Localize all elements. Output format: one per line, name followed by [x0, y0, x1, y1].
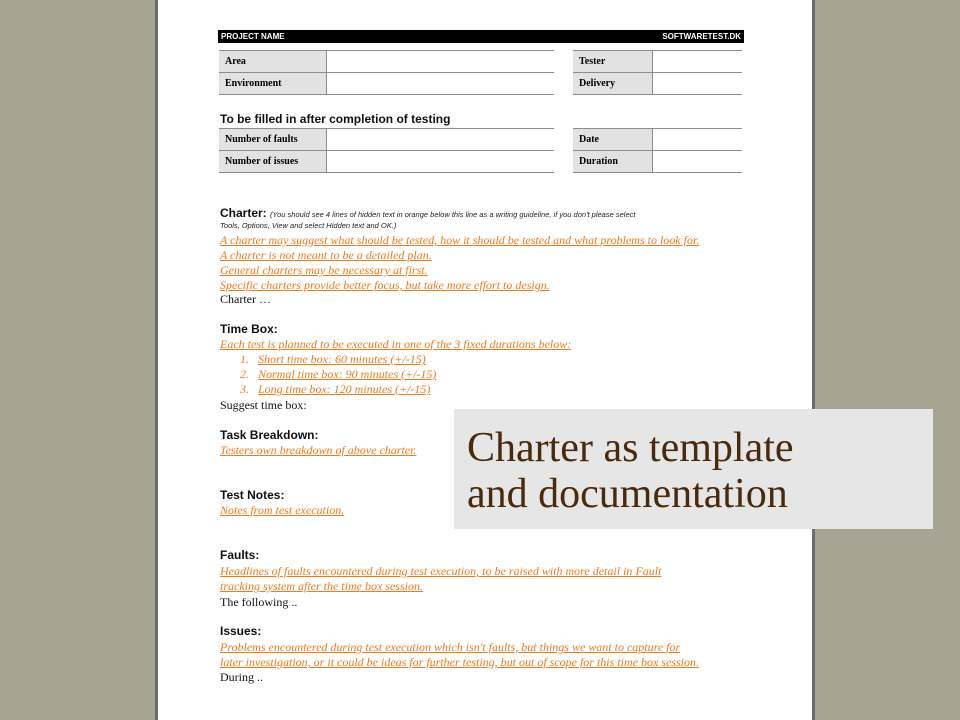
brand-label: SOFTWARETEST.DK [662, 32, 741, 41]
tester-label: Tester [573, 51, 653, 73]
charter-heading: Charter: [220, 206, 267, 220]
notes-heading: Test Notes: [220, 488, 285, 502]
faults-heading: Faults: [220, 548, 260, 562]
timebox-item: 3. Long time box: 120 minutes (+/-15) [240, 382, 431, 396]
timebox-intro: Each test is planned to be executed in one of the 3 fixed durations below: [220, 337, 572, 351]
timebox-item: 2. Normal time box: 90 minutes (+/-15) [240, 367, 437, 381]
faults-line: Headlines of faults encountered during test execution, to be raised with more detail in Fault [220, 564, 662, 578]
notes-line: Notes from test execution. [220, 503, 345, 517]
duration-field[interactable] [653, 151, 743, 173]
number-of-issues-field[interactable] [327, 151, 555, 173]
caption-callout [454, 409, 933, 529]
delivery-label: Delivery [573, 73, 653, 95]
faults-body: The following .. [220, 595, 298, 609]
charter-guideline: A charter may suggest what should be tested, how it should be tested and what problems to look for. [220, 233, 700, 247]
number-of-issues-label: Number of issues [219, 151, 327, 173]
caption-line: Charter as template [467, 425, 794, 471]
caption-line: and documentation [467, 471, 788, 517]
tester-field[interactable] [653, 51, 743, 73]
number-of-faults-field[interactable] [327, 129, 555, 151]
timebox-body: Suggest time box: [220, 398, 307, 412]
timebox-item: 1. Short time box: 60 minutes (+/-15) [240, 352, 426, 366]
fill-after-heading: To be filled in after completion of testing [220, 112, 451, 126]
charter-note: (You should see 4 lines of hidden text in orange below this line as a writing guideline, if you don't please select [270, 210, 636, 219]
issues-line: Problems encountered during test execution which isn't faults, but things we want to capture for [220, 640, 681, 654]
environment-label: Environment [219, 73, 327, 95]
meta2-table-left [219, 128, 554, 173]
delivery-field[interactable] [653, 73, 743, 95]
meta-table-right [573, 50, 742, 95]
project-name-label: PROJECT NAME [221, 32, 285, 41]
number-of-faults-label: Number of faults [219, 129, 327, 151]
issues-line: later investigation, or it could be ideas for further testing, but out of scope for this time box session. [220, 655, 699, 669]
task-line: Testers own breakdown of above charter. [220, 443, 417, 457]
meta2-table-right [573, 128, 742, 173]
document-header-bar [218, 30, 744, 43]
date-field[interactable] [653, 129, 743, 151]
charter-section [220, 206, 635, 220]
area-field[interactable] [327, 51, 555, 73]
area-label: Area [219, 51, 327, 73]
charter-guideline: A charter is not meant to be a detailed plan. [220, 248, 432, 262]
date-label: Date [573, 129, 653, 151]
timebox-heading: Time Box: [220, 322, 278, 336]
faults-line: tracking system after the time box session. [220, 579, 423, 593]
charter-guideline: Specific charters provide better focus, but take more effort to design. [220, 278, 550, 292]
issues-body: During .. [220, 670, 263, 684]
task-heading: Task Breakdown: [220, 428, 319, 442]
charter-note-2: Tools, Options, View and select Hidden text and OK.) [220, 221, 397, 230]
issues-heading: Issues: [220, 624, 262, 638]
environment-field[interactable] [327, 73, 555, 95]
charter-guideline: General charters may be necessary at first. [220, 263, 428, 277]
meta-table-left [219, 50, 554, 95]
duration-label: Duration [573, 151, 653, 173]
charter-body: Charter … [220, 292, 271, 306]
